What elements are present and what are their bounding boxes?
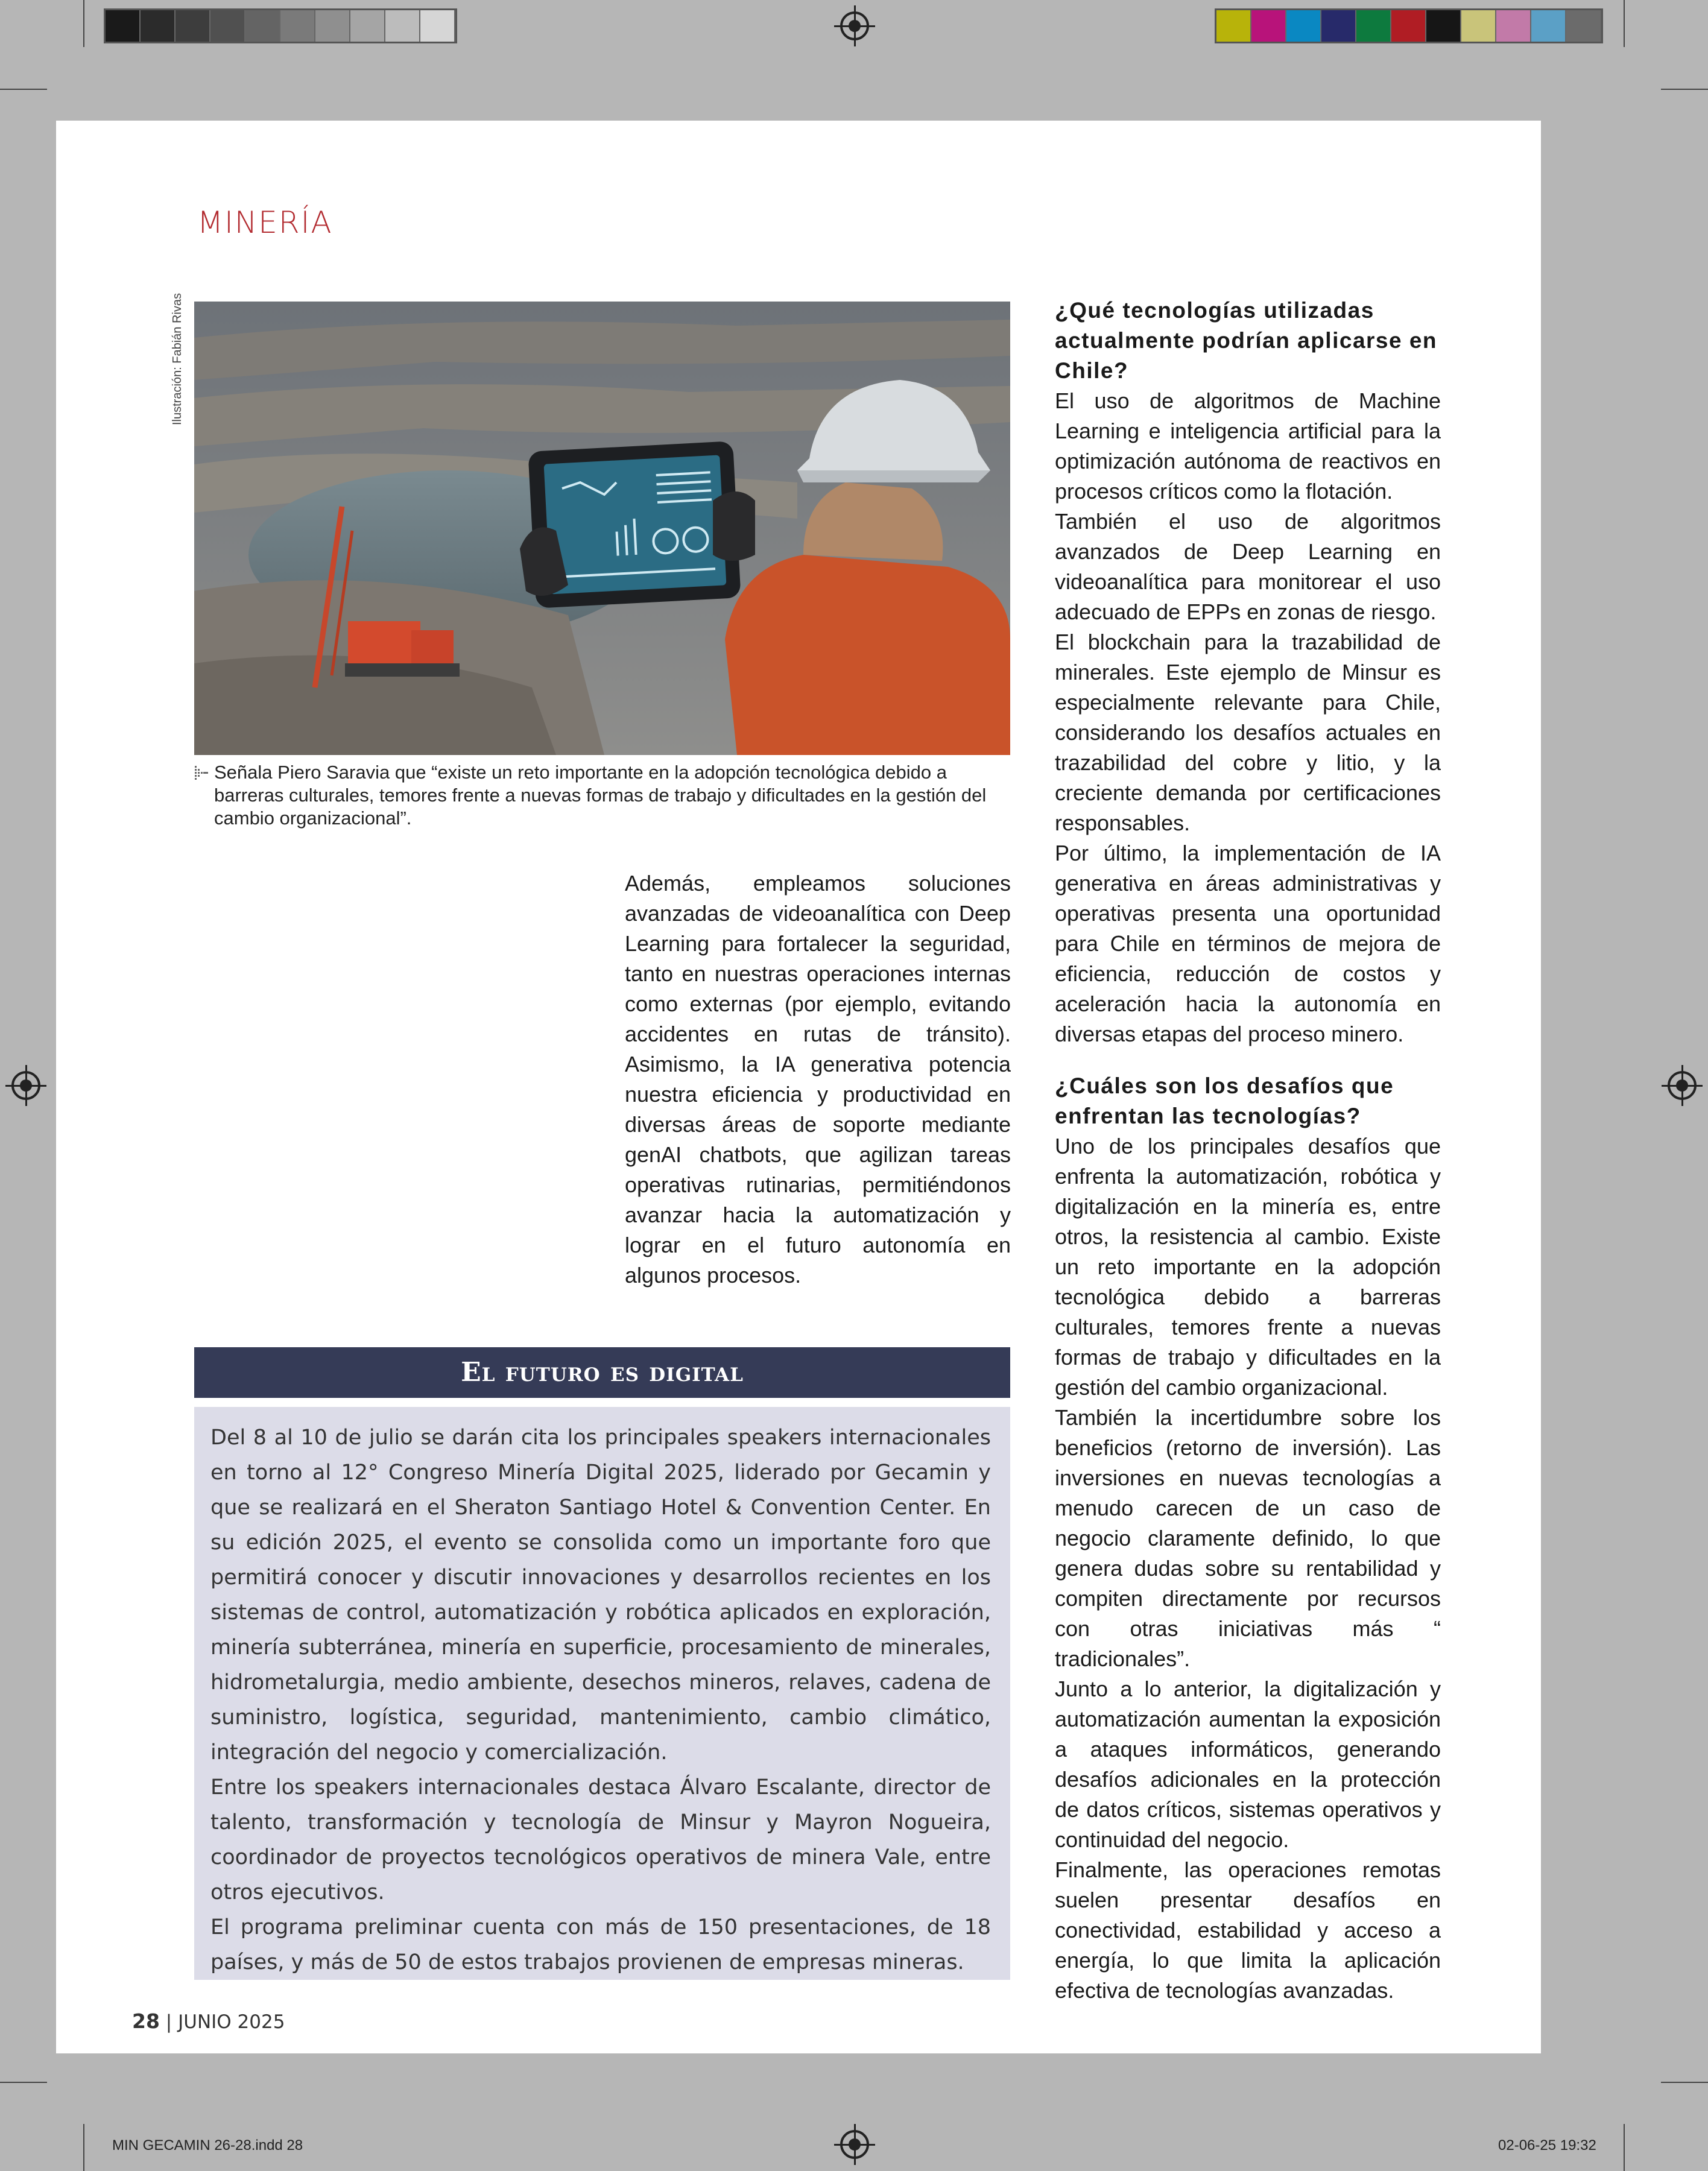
- sidebar-box-title: El futuro es digital: [194, 1347, 1010, 1398]
- gray-swatch: [350, 10, 385, 42]
- color-swatch: [1566, 10, 1601, 42]
- magazine-page: [56, 121, 1541, 2053]
- crop-mark: [0, 2082, 47, 2083]
- registration-mark-right: [1668, 1071, 1697, 1100]
- color-swatch: [1216, 10, 1251, 42]
- gray-swatch: [385, 10, 420, 42]
- page-folio: [132, 2009, 285, 2033]
- slug-timestamp: 02-06-25 19:32: [1498, 2137, 1596, 2154]
- color-swatch: [1286, 10, 1321, 42]
- crop-mark: [83, 2124, 84, 2171]
- box-paragraph: Del 8 al 10 de julio se darán cita los principales speakers internacionales en torno al 12° Congreso Minería Digital 2025, liderado por Gecamin y que se realizará en el Sheraton Santiago Hotel & Convention Center. En su edición 2025, el evento se consolida como un importante foro que permitirá conocer y discutir innovaciones y desarrollos recientes en los sistemas de control, automatización y robótica aplicados en exploración, minería subterránea, minería en superficie, procesamiento de minerales, hidrometalurgia, medio ambiente, desechos mineros, relaves, cadena de suministro, logística, seguridad, mantenimiento, cambio climático, integración del negocio y comercialización.: [210, 1426, 991, 1765]
- body-paragraph: Por último, la implementación de IA generativa en áreas administrativas y operativas presenta una oportunidad para Chile en términos de mejora de eficiencia, reducción de costos y aceleración hacia la autonomía en diversas etapas del proceso minero.: [1055, 841, 1441, 1046]
- cmyk-color-bar: [1215, 8, 1603, 43]
- crop-mark: [83, 0, 84, 47]
- gray-swatch: [106, 10, 141, 42]
- gray-swatch: [420, 10, 455, 42]
- registration-mark-bottom: [840, 2130, 869, 2159]
- registration-mark-top: [840, 11, 869, 40]
- gray-swatch: [245, 10, 280, 42]
- gray-swatch: [210, 10, 245, 42]
- body-paragraph: El uso de algoritmos de Machine Learning e inteligencia artificial para la optimización autónoma de reactivos en procesos críticos como la flotación.: [1055, 388, 1441, 504]
- tablet-illustration: [520, 441, 755, 608]
- caption-bullet-icon: [195, 766, 208, 780]
- gray-swatch: [176, 10, 210, 42]
- color-swatch: [1531, 10, 1566, 42]
- color-swatch: [1391, 10, 1426, 42]
- body-paragraph: También el uso de algoritmos avanzados de Deep Learning en videoanalítica para monitorear el uso adecuado de EPPs en zonas de riesgo.: [1055, 509, 1441, 624]
- section-label: MINERÍA: [197, 205, 333, 240]
- body-paragraph: También la incertidumbre sobre los beneficios (retorno de inversión). Las inversiones en nuevas tecnologías a menudo carecen de un caso de negocio claramente definido, lo que genera dudas sobre su rentabilidad y compiten directamente por recursos con otras iniciativas más “ tradicionales”.: [1055, 1405, 1441, 1671]
- photo-miner-with-tablet: [194, 302, 1010, 755]
- color-swatch: [1321, 10, 1356, 42]
- right-column: [1055, 295, 1441, 2006]
- mid-column: [625, 868, 1011, 1291]
- photo-caption: [195, 761, 1009, 830]
- registration-mark-left: [11, 1071, 40, 1100]
- body-paragraph: Además, empleamos soluciones avanzadas de videoanalítica con Deep Learning para fortalecer la seguridad, tanto en nuestras operaciones internas como externas (por ejemplo, evitando accidentes en rutas de tránsito). Asimismo, la IA generativa potencia nuestra eficiencia y productividad en diversas áreas de soporte mediante genAI chatbots, que agilizan tareas operativas rutinarias, permitiéndonos avanzar hacia la automatización y lograr en el futuro autonomía en algunos procesos.: [625, 871, 1011, 1288]
- photo-credit: Ilustración: Fabián Rivas: [171, 293, 184, 425]
- question-heading: ¿Qué tecnologías utilizadas actualmente podrían aplicarse en Chile?: [1055, 298, 1438, 383]
- box-paragraph: Entre los speakers internacionales destaca Álvaro Escalante, director de talento, transformación y tecnología de Minsur y Mayron Nogueira, coordinador de proyectos tecnológicos operativos de minera Vale, entre otros ejecutivos.: [210, 1775, 991, 1904]
- crop-mark: [1661, 2082, 1708, 2083]
- caption-text: Señala Piero Saravia que “existe un reto importante en la adopción tecnológica debido a barreras culturales, temores frente a nuevas formas de trabajo y dificultades en la gestión del cambio organizacional”.: [214, 762, 987, 829]
- folio-separator: |: [165, 2011, 179, 2033]
- color-swatch: [1426, 10, 1461, 42]
- box-paragraph: El programa preliminar cuenta con más de 150 presentaciones, de 18 países, y más de 50 de estos trabajos provienen de empresas mineras.: [210, 1915, 991, 1974]
- gray-swatch: [141, 10, 176, 42]
- color-swatch: [1356, 10, 1391, 42]
- crop-mark: [1624, 2124, 1625, 2171]
- gray-swatch: [315, 10, 350, 42]
- color-swatch: [1496, 10, 1531, 42]
- sidebar-box-body: [194, 1407, 1010, 1980]
- gray-swatch: [280, 10, 315, 42]
- crop-mark: [1661, 89, 1708, 90]
- question-heading: ¿Cuáles son los desafíos que enfrentan las tecnologías?: [1055, 1073, 1394, 1128]
- page-number: 28: [132, 2009, 160, 2033]
- color-swatch: [1251, 10, 1286, 42]
- body-paragraph: Uno de los principales desafíos que enfrenta la automatización, robótica y digitalización en la minería es, entre otros, la resistencia al cambio. Existe un reto importante en la adopción tecnológica debido a barreras culturales, temores frente a nuevas formas de trabajo y dificultades en la gestión del cambio organizacional.: [1055, 1134, 1441, 1400]
- body-paragraph: Junto a lo anterior, la digitalización y automatización aumentan la exposición a ataques informáticos, generando desafíos adicionales en la protección de datos críticos, sistemas operativos y continuidad del negocio.: [1055, 1676, 1441, 1852]
- body-paragraph: Finalmente, las operaciones remotas suelen presentar desafíos en conectividad, estabilidad y acceso a energía, lo que limita la aplicación efectiva de tecnologías avanzadas.: [1055, 1857, 1441, 2003]
- body-paragraph: El blockchain para la trazabilidad de minerales. Este ejemplo de Minsur es especialmente relevante para Chile, considerando los desafíos actuales en trazabilidad del cobre y litio, y la creciente demanda por certificaciones responsables.: [1055, 630, 1441, 835]
- color-swatch: [1461, 10, 1496, 42]
- crop-mark: [1624, 0, 1625, 47]
- slug-filename: MIN GECAMIN 26-28.indd 28: [112, 2137, 303, 2154]
- crop-mark: [0, 89, 47, 90]
- gray-color-bar: [104, 8, 457, 43]
- issue-date: JUNIO 2025: [178, 2011, 285, 2033]
